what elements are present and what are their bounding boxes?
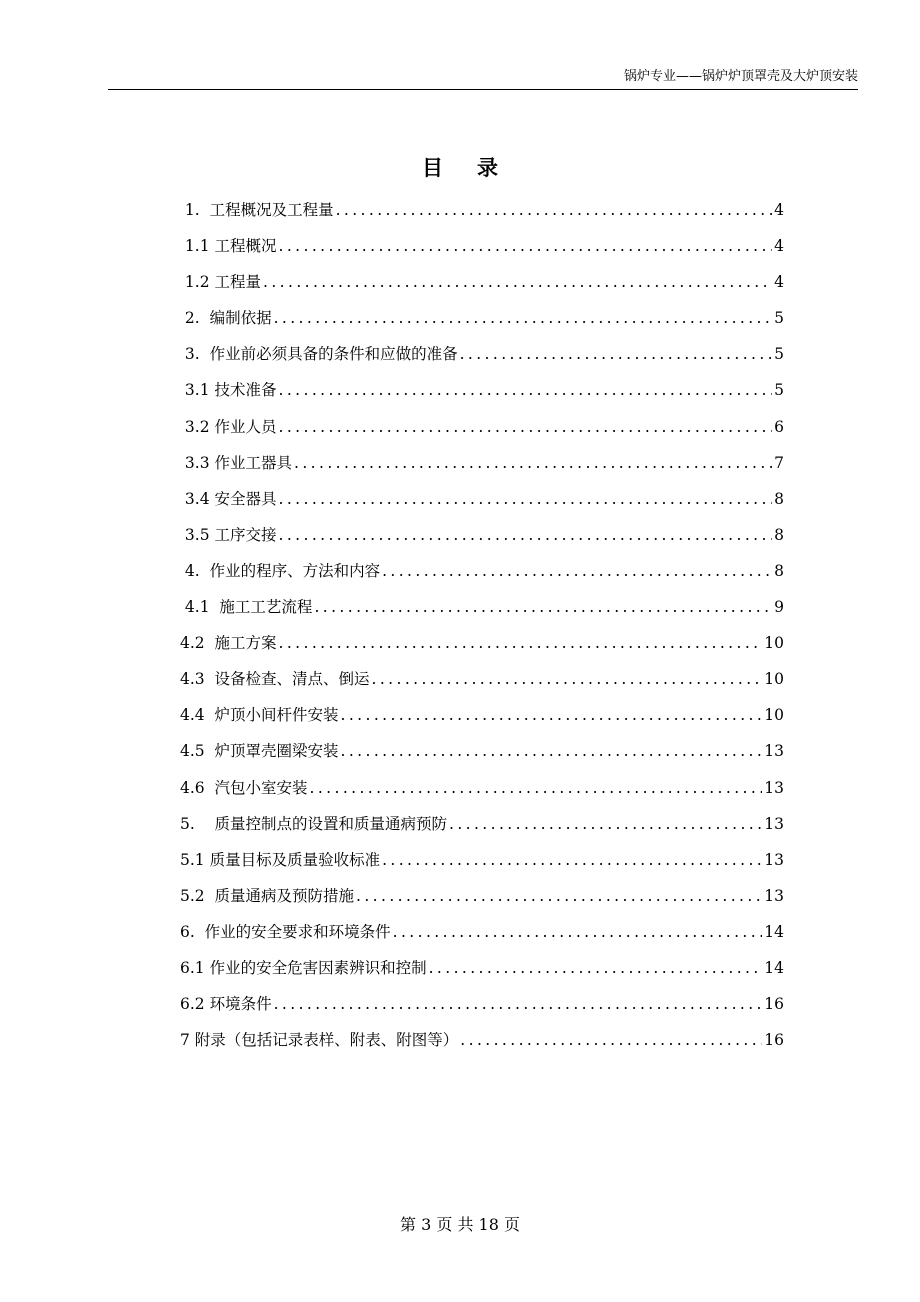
toc-entry-label: 6.1 作业的安全危害因素辨识和控制 [180,958,427,977]
table-of-contents [180,192,784,1058]
toc-entry-label: 5. 质量控制点的设置和质量通病预防 [180,814,447,833]
toc-entry-page-number: 8 [774,561,784,580]
toc-dot-leader [263,264,772,300]
toc-entry-page-number: 13 [764,850,784,869]
toc-entry[interactable] [180,806,784,842]
toc-entry-page-number: 4 [774,201,784,219]
toc-entry-label: 2. 编制依据 [180,309,272,328]
toc-entry-label: 3.3 作业工器具 [180,453,293,472]
toc-entry-page-number: 14 [764,922,784,941]
toc-entry-page-number: 5 [774,381,784,400]
toc-entry-page-number: 9 [774,598,784,617]
toc-entry-label: 3.4 安全器具 [180,489,277,508]
toc-entry[interactable] [180,878,784,914]
toc-entry-page-number: 13 [764,742,784,761]
toc-entry-label: 4.6 汽包小室安装 [180,778,308,797]
toc-entry[interactable] [180,733,784,769]
toc-entry-page-number: 10 [764,634,784,653]
toc-entry[interactable] [180,300,784,336]
toc-entry[interactable] [180,770,784,806]
toc-entry[interactable] [180,445,784,481]
header-divider [108,89,858,90]
toc-entry-page-number: 7 [774,453,784,472]
toc-entry-page-number: 16 [764,995,784,1014]
toc-entry-label: 4. 作业的程序、方法和内容 [180,561,381,580]
toc-entry-page-number: 8 [774,489,784,508]
toc-entry-label: 6.2 环境条件 [180,995,272,1014]
toc-entry-page-number: 13 [764,814,784,833]
toc-dot-leader [274,300,773,336]
toc-entry-page-number: 13 [764,886,784,905]
toc-entry-label: 4.5 炉顶罩壳圈梁安装 [180,742,339,761]
toc-entry-page-number: 10 [764,706,784,725]
toc-entry-label: 7 附录（包括记录表样、附表、附图等） [180,1031,459,1050]
toc-dot-leader [279,409,773,445]
toc-dot-leader [382,553,772,589]
toc-entry[interactable] [180,625,784,661]
toc-dot-leader [279,228,773,264]
toc-entry-label: 5.1 质量目标及质量验收标准 [180,850,381,869]
toc-entry[interactable] [180,697,784,733]
page-title: 目录 [422,156,532,180]
toc-entry-page-number: 16 [764,1031,784,1050]
page-footer: 第 3 页 共 18 页 [400,1215,520,1234]
toc-entry[interactable] [180,517,784,553]
toc-dot-leader [336,192,773,228]
toc-dot-leader [372,661,763,697]
toc-entry[interactable] [180,553,784,589]
toc-entry-label: 1.1 工程概况 [180,237,277,256]
toc-dot-leader [279,481,773,517]
toc-dot-leader [393,914,763,950]
toc-entry[interactable] [180,914,784,950]
toc-dot-leader [382,842,762,878]
toc-entry[interactable] [180,986,784,1022]
toc-dot-leader [279,517,773,553]
toc-dot-leader [310,770,763,806]
toc-entry[interactable] [180,481,784,517]
toc-entry-label: 3.2 作业人员 [180,417,277,436]
toc-dot-leader [279,372,773,408]
toc-entry-label: 3. 作业前必须具备的条件和应做的准备 [180,345,458,364]
toc-entry-label: 4.2 施工方案 [180,634,277,653]
toc-entry-label: 4.3 设备检查、清点、倒运 [180,670,370,689]
toc-entry-label: 1. 工程概况及工程量 [180,201,334,219]
toc-entry[interactable] [180,842,784,878]
toc-dot-leader [341,733,763,769]
toc-entry[interactable] [180,228,784,264]
toc-entry[interactable] [180,409,784,445]
toc-dot-leader [314,589,772,625]
toc-entry[interactable] [180,372,784,408]
toc-entry-page-number: 4 [774,273,784,292]
toc-entry-label: 3.5 工序交接 [180,525,277,544]
toc-entry[interactable] [180,589,784,625]
running-header: 锅炉专业——锅炉炉顶罩壳及大炉顶安装 [623,69,858,84]
toc-entry[interactable] [180,950,784,986]
toc-entry-label: 1.2 工程量 [180,273,262,292]
toc-entry[interactable] [180,192,784,228]
toc-dot-leader [460,336,773,372]
toc-entry-label: 5.2 质量通病及预防措施 [180,886,355,905]
toc-entry-page-number: 5 [774,345,784,364]
toc-entry-label: 6. 作业的安全要求和环境条件 [180,922,391,941]
toc-dot-leader [279,625,763,661]
toc-entry-page-number: 13 [764,778,784,797]
toc-dot-leader [449,806,762,842]
toc-entry[interactable] [180,1022,784,1058]
toc-entry-page-number: 4 [774,237,784,256]
toc-entry-page-number: 8 [774,525,784,544]
toc-dot-leader [294,445,772,481]
toc-dot-leader [429,950,763,986]
toc-entry-page-number: 14 [764,958,784,977]
toc-dot-leader [356,878,762,914]
toc-dot-leader [341,697,763,733]
toc-entry-page-number: 5 [774,309,784,328]
toc-dot-leader [460,1022,762,1058]
toc-entry[interactable] [180,264,784,300]
toc-entry[interactable] [180,661,784,697]
toc-entry-label: 4.1 施工工艺流程 [180,598,313,617]
toc-entry-label: 3.1 技术准备 [180,381,277,400]
toc-dot-leader [274,986,763,1022]
toc-entry[interactable] [180,336,784,372]
toc-entry-label: 4.4 炉顶小间杆件安装 [180,706,339,725]
toc-entry-page-number: 10 [764,670,784,689]
toc-entry-page-number: 6 [774,417,784,436]
